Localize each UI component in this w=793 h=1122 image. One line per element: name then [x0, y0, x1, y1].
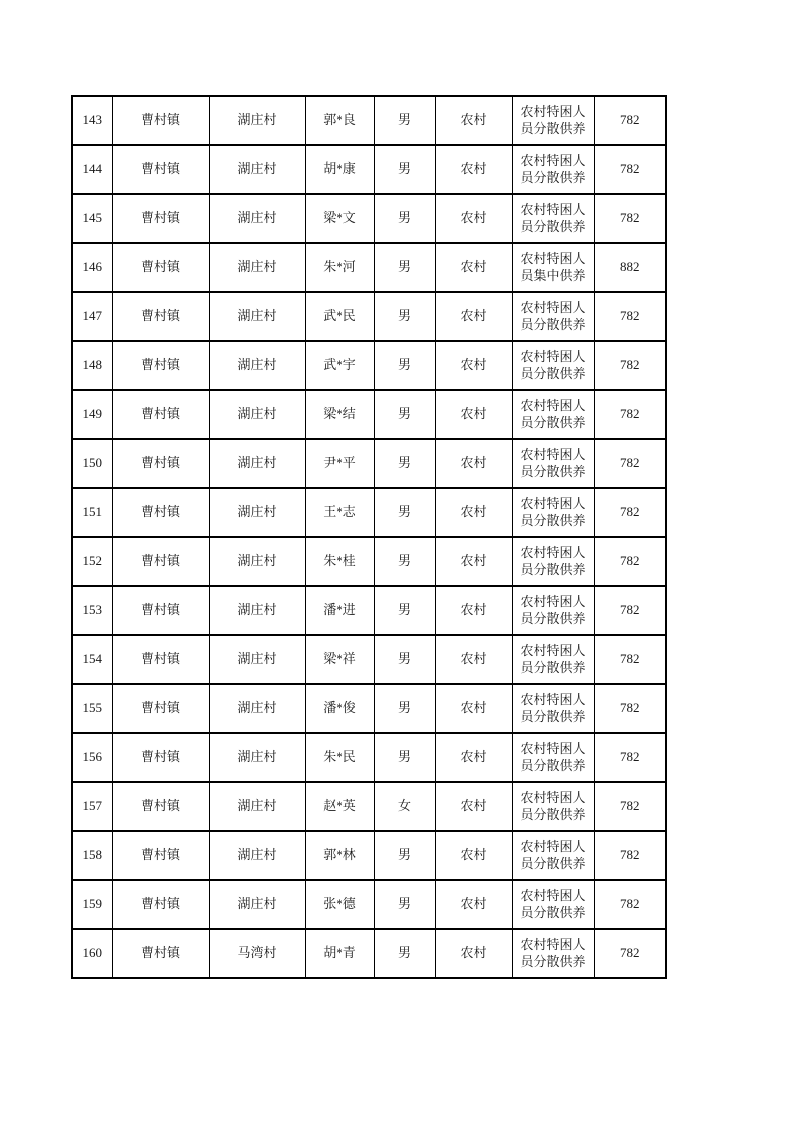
cell-row-index: 145 — [72, 194, 112, 243]
cell-row-index: 149 — [72, 390, 112, 439]
cell-category — [512, 635, 594, 684]
category-text: 农村特困人员分散供养 — [520, 790, 586, 822]
category-text: 农村特困人员分散供养 — [520, 104, 586, 136]
cell-amount: 782 — [594, 292, 666, 341]
cell-town: 曹村镇 — [112, 439, 209, 488]
cell-category — [512, 586, 594, 635]
category-text: 农村特困人员分散供养 — [520, 643, 586, 675]
cell-name: 武*民 — [305, 292, 374, 341]
cell-village: 湖庄村 — [209, 96, 305, 145]
cell-category — [512, 733, 594, 782]
cell-village: 湖庄村 — [209, 194, 305, 243]
category-text: 农村特困人员分散供养 — [520, 202, 586, 234]
cell-area: 农村 — [435, 96, 512, 145]
category-text: 农村特困人员分散供养 — [520, 839, 586, 871]
table-row — [72, 390, 666, 439]
cell-area: 农村 — [435, 782, 512, 831]
cell-gender: 男 — [374, 488, 435, 537]
cell-village: 湖庄村 — [209, 390, 305, 439]
table-row — [72, 635, 666, 684]
cell-category — [512, 96, 594, 145]
cell-amount: 782 — [594, 880, 666, 929]
cell-row-index: 151 — [72, 488, 112, 537]
cell-gender: 男 — [374, 194, 435, 243]
cell-amount: 782 — [594, 390, 666, 439]
cell-row-index: 159 — [72, 880, 112, 929]
cell-village: 湖庄村 — [209, 831, 305, 880]
cell-amount: 782 — [594, 341, 666, 390]
category-text: 农村特困人员分散供养 — [520, 741, 586, 773]
cell-town: 曹村镇 — [112, 880, 209, 929]
cell-name: 梁*结 — [305, 390, 374, 439]
cell-category — [512, 831, 594, 880]
cell-name: 郭*林 — [305, 831, 374, 880]
cell-name: 胡*青 — [305, 929, 374, 978]
cell-row-index: 157 — [72, 782, 112, 831]
cell-town: 曹村镇 — [112, 194, 209, 243]
cell-amount: 782 — [594, 586, 666, 635]
cell-gender: 男 — [374, 880, 435, 929]
table-row — [72, 831, 666, 880]
cell-name: 王*志 — [305, 488, 374, 537]
welfare-records-table — [71, 95, 667, 979]
cell-amount: 782 — [594, 96, 666, 145]
cell-name: 朱*桂 — [305, 537, 374, 586]
table-row — [72, 194, 666, 243]
cell-gender: 男 — [374, 537, 435, 586]
cell-category — [512, 145, 594, 194]
cell-gender: 男 — [374, 635, 435, 684]
cell-area: 农村 — [435, 733, 512, 782]
cell-row-index: 156 — [72, 733, 112, 782]
category-text: 农村特困人员分散供养 — [520, 496, 586, 528]
cell-category — [512, 292, 594, 341]
cell-gender: 男 — [374, 929, 435, 978]
cell-gender: 男 — [374, 439, 435, 488]
category-text: 农村特困人员分散供养 — [520, 447, 586, 479]
cell-name: 赵*英 — [305, 782, 374, 831]
cell-area: 农村 — [435, 537, 512, 586]
cell-town: 曹村镇 — [112, 929, 209, 978]
cell-gender: 男 — [374, 341, 435, 390]
cell-category — [512, 488, 594, 537]
table-row — [72, 439, 666, 488]
cell-area: 农村 — [435, 929, 512, 978]
cell-village: 湖庄村 — [209, 586, 305, 635]
cell-row-index: 143 — [72, 96, 112, 145]
category-text: 农村特困人员分散供养 — [520, 692, 586, 724]
cell-town: 曹村镇 — [112, 782, 209, 831]
table-row — [72, 341, 666, 390]
cell-area: 农村 — [435, 243, 512, 292]
cell-amount: 782 — [594, 782, 666, 831]
cell-area: 农村 — [435, 194, 512, 243]
cell-row-index: 150 — [72, 439, 112, 488]
cell-amount: 782 — [594, 194, 666, 243]
table-row — [72, 586, 666, 635]
cell-area: 农村 — [435, 586, 512, 635]
cell-area: 农村 — [435, 145, 512, 194]
table-row — [72, 292, 666, 341]
category-text: 农村特困人员分散供养 — [520, 888, 586, 920]
cell-name: 朱*民 — [305, 733, 374, 782]
cell-village: 湖庄村 — [209, 782, 305, 831]
category-text: 农村特困人员分散供养 — [520, 300, 586, 332]
cell-name: 潘*俊 — [305, 684, 374, 733]
cell-town: 曹村镇 — [112, 586, 209, 635]
cell-row-index: 153 — [72, 586, 112, 635]
table-row — [72, 782, 666, 831]
cell-area: 农村 — [435, 684, 512, 733]
cell-town: 曹村镇 — [112, 537, 209, 586]
category-text: 农村特困人员分散供养 — [520, 398, 586, 430]
cell-area: 农村 — [435, 831, 512, 880]
table-row — [72, 243, 666, 292]
cell-gender: 男 — [374, 586, 435, 635]
cell-name: 梁*文 — [305, 194, 374, 243]
cell-amount: 782 — [594, 831, 666, 880]
cell-gender: 男 — [374, 292, 435, 341]
cell-amount: 782 — [594, 145, 666, 194]
cell-amount: 782 — [594, 537, 666, 586]
cell-name: 尹*平 — [305, 439, 374, 488]
table-row — [72, 733, 666, 782]
category-text: 农村特困人员集中供养 — [520, 251, 586, 283]
cell-village: 湖庄村 — [209, 635, 305, 684]
table-row — [72, 880, 666, 929]
category-text: 农村特困人员分散供养 — [520, 349, 586, 381]
category-text: 农村特困人员分散供养 — [520, 545, 586, 577]
cell-town: 曹村镇 — [112, 292, 209, 341]
cell-amount: 782 — [594, 439, 666, 488]
cell-village: 湖庄村 — [209, 243, 305, 292]
cell-gender: 男 — [374, 390, 435, 439]
cell-category — [512, 537, 594, 586]
cell-category — [512, 341, 594, 390]
cell-row-index: 160 — [72, 929, 112, 978]
table-row — [72, 684, 666, 733]
cell-town: 曹村镇 — [112, 243, 209, 292]
cell-amount: 782 — [594, 733, 666, 782]
cell-town: 曹村镇 — [112, 390, 209, 439]
cell-name: 武*宇 — [305, 341, 374, 390]
cell-village: 湖庄村 — [209, 145, 305, 194]
cell-town: 曹村镇 — [112, 145, 209, 194]
cell-name: 梁*祥 — [305, 635, 374, 684]
cell-town: 曹村镇 — [112, 488, 209, 537]
cell-gender: 男 — [374, 831, 435, 880]
cell-category — [512, 929, 594, 978]
cell-amount: 882 — [594, 243, 666, 292]
category-text: 农村特困人员分散供养 — [520, 594, 586, 626]
cell-area: 农村 — [435, 341, 512, 390]
cell-amount: 782 — [594, 635, 666, 684]
cell-row-index: 147 — [72, 292, 112, 341]
cell-town: 曹村镇 — [112, 684, 209, 733]
cell-row-index: 144 — [72, 145, 112, 194]
cell-row-index: 152 — [72, 537, 112, 586]
cell-amount: 782 — [594, 684, 666, 733]
cell-area: 农村 — [435, 635, 512, 684]
cell-area: 农村 — [435, 880, 512, 929]
cell-village: 湖庄村 — [209, 733, 305, 782]
table-row — [72, 145, 666, 194]
cell-category — [512, 390, 594, 439]
cell-category — [512, 243, 594, 292]
cell-village: 湖庄村 — [209, 684, 305, 733]
cell-row-index: 158 — [72, 831, 112, 880]
cell-gender: 男 — [374, 243, 435, 292]
cell-gender: 男 — [374, 145, 435, 194]
cell-row-index: 146 — [72, 243, 112, 292]
cell-name: 潘*进 — [305, 586, 374, 635]
table-row — [72, 929, 666, 978]
cell-name: 胡*康 — [305, 145, 374, 194]
cell-village: 湖庄村 — [209, 439, 305, 488]
cell-area: 农村 — [435, 488, 512, 537]
cell-town: 曹村镇 — [112, 733, 209, 782]
cell-village: 湖庄村 — [209, 341, 305, 390]
cell-village: 湖庄村 — [209, 537, 305, 586]
category-text: 农村特困人员分散供养 — [520, 937, 586, 969]
cell-town: 曹村镇 — [112, 341, 209, 390]
cell-amount: 782 — [594, 488, 666, 537]
cell-village: 湖庄村 — [209, 880, 305, 929]
category-text: 农村特困人员分散供养 — [520, 153, 586, 185]
table-row — [72, 537, 666, 586]
cell-row-index: 154 — [72, 635, 112, 684]
cell-town: 曹村镇 — [112, 831, 209, 880]
cell-category — [512, 684, 594, 733]
cell-row-index: 155 — [72, 684, 112, 733]
cell-category — [512, 880, 594, 929]
cell-area: 农村 — [435, 439, 512, 488]
cell-amount: 782 — [594, 929, 666, 978]
cell-category — [512, 439, 594, 488]
cell-category — [512, 194, 594, 243]
table-row — [72, 488, 666, 537]
cell-name: 张*德 — [305, 880, 374, 929]
cell-gender: 女 — [374, 782, 435, 831]
cell-row-index: 148 — [72, 341, 112, 390]
cell-village: 马湾村 — [209, 929, 305, 978]
cell-gender: 男 — [374, 684, 435, 733]
cell-name: 郭*良 — [305, 96, 374, 145]
cell-gender: 男 — [374, 96, 435, 145]
cell-gender: 男 — [374, 733, 435, 782]
table-row — [72, 96, 666, 145]
cell-town: 曹村镇 — [112, 635, 209, 684]
cell-town: 曹村镇 — [112, 96, 209, 145]
cell-category — [512, 782, 594, 831]
cell-area: 农村 — [435, 390, 512, 439]
cell-area: 农村 — [435, 292, 512, 341]
cell-name: 朱*河 — [305, 243, 374, 292]
cell-village: 湖庄村 — [209, 292, 305, 341]
cell-village: 湖庄村 — [209, 488, 305, 537]
